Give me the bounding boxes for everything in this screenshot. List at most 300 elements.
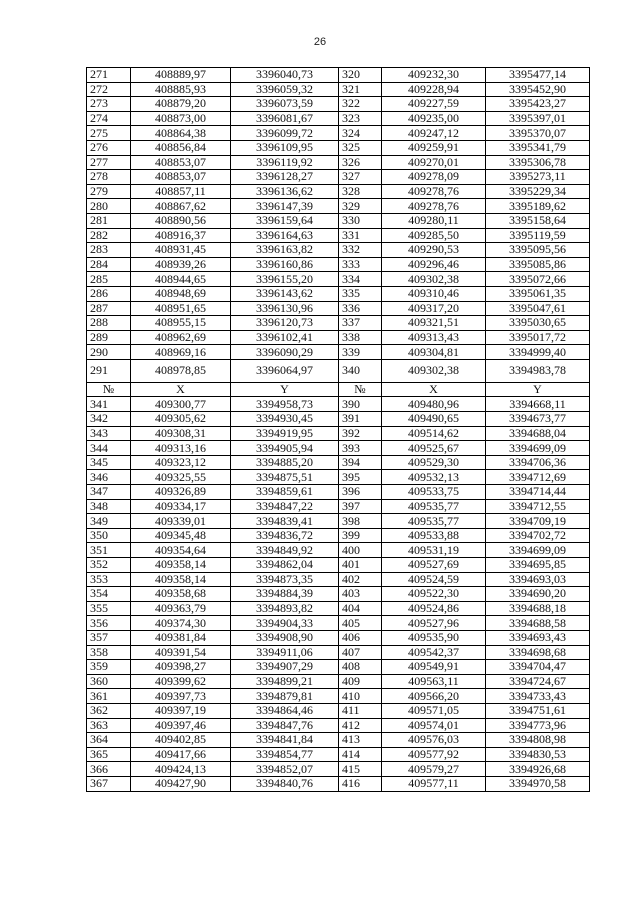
x-coordinate-cell: 408853,07: [131, 170, 231, 185]
x-coordinate-cell: 409300,77: [131, 397, 231, 412]
x-coordinate-cell: 408867,62: [131, 199, 231, 214]
x-coordinate-cell: 409232,30: [382, 68, 486, 83]
table-row: [87, 330, 590, 345]
y-coordinate-cell: 3394884,39: [231, 587, 339, 602]
x-coordinate-cell: 408890,56: [131, 213, 231, 228]
y-coordinate-cell: 3395306,78: [486, 155, 590, 170]
point-number-cell: 281: [87, 213, 131, 228]
x-coordinate-cell: 409579,27: [382, 762, 486, 777]
y-coordinate-cell: 3394839,41: [231, 514, 339, 529]
table-row: [87, 359, 590, 382]
point-number-cell: 363: [87, 718, 131, 733]
y-coordinate-cell: 3395189,62: [486, 199, 590, 214]
table-row: [87, 470, 590, 485]
x-coordinate-cell: 409259,91: [382, 140, 486, 155]
y-coordinate-cell: 3396130,96: [231, 301, 339, 316]
point-number-cell: 323: [339, 111, 382, 126]
x-coordinate-cell: 409278,76: [382, 199, 486, 214]
y-coordinate-cell: 3394885,20: [231, 455, 339, 470]
y-coordinate-cell: 3394808,98: [486, 733, 590, 748]
y-coordinate-cell: 3394702,72: [486, 528, 590, 543]
x-coordinate-cell: 409397,73: [131, 689, 231, 704]
x-coordinate-cell: 409527,96: [382, 616, 486, 631]
table-row: [87, 426, 590, 441]
table-row: [87, 441, 590, 456]
y-coordinate-cell: 3394983,78: [486, 359, 590, 382]
table-row: [87, 286, 590, 301]
x-coordinate-cell: 409522,30: [382, 587, 486, 602]
y-coordinate-cell: 3394698,68: [486, 645, 590, 660]
y-coordinate-cell: 3395452,90: [486, 82, 590, 97]
y-coordinate-cell: 3396160,86: [231, 257, 339, 272]
y-coordinate-cell: 3396099,72: [231, 126, 339, 141]
x-coordinate-cell: 409313,43: [382, 330, 486, 345]
table-row: [87, 228, 590, 243]
y-coordinate-cell: 3394970,58: [486, 776, 590, 791]
y-coordinate-cell: 3394841,84: [231, 733, 339, 748]
y-coordinate-cell: 3396119,92: [231, 155, 339, 170]
table-row: [87, 301, 590, 316]
table-row: [87, 184, 590, 199]
x-coordinate-cell: 409533,75: [382, 485, 486, 500]
y-coordinate-cell: 3394688,58: [486, 616, 590, 631]
point-number-cell: 410: [339, 689, 382, 704]
y-coordinate-cell: 3394893,82: [231, 601, 339, 616]
x-coordinate-cell: 409321,51: [382, 316, 486, 331]
y-coordinate-cell: 3394699,09: [486, 441, 590, 456]
x-coordinate-cell: 409531,19: [382, 543, 486, 558]
x-coordinate-cell: 409326,89: [131, 485, 231, 500]
y-coordinate-cell: 3395085,86: [486, 257, 590, 272]
point-number-cell: 282: [87, 228, 131, 243]
table-row: [87, 645, 590, 660]
y-coordinate-cell: 3395423,27: [486, 97, 590, 112]
point-number-cell: 367: [87, 776, 131, 791]
y-coordinate-cell: 3394688,18: [486, 601, 590, 616]
y-coordinate-cell: 3394958,73: [231, 397, 339, 412]
point-number-cell: 332: [339, 243, 382, 258]
y-coordinate-cell: 3394930,45: [231, 412, 339, 427]
point-number-cell: 272: [87, 82, 131, 97]
x-coordinate-cell: 409358,14: [131, 572, 231, 587]
point-number-cell: 358: [87, 645, 131, 660]
y-coordinate-cell: 3394712,69: [486, 470, 590, 485]
point-number-cell: 415: [339, 762, 382, 777]
page-number: 26: [313, 36, 327, 48]
x-coordinate-cell: 408955,15: [131, 316, 231, 331]
y-coordinate-cell: 3395047,61: [486, 301, 590, 316]
point-number-cell: 355: [87, 601, 131, 616]
table-row: [87, 514, 590, 529]
x-coordinate-cell: 409524,59: [382, 572, 486, 587]
x-coordinate-cell: 408948,69: [131, 286, 231, 301]
table-row: [87, 703, 590, 718]
x-coordinate-cell: 409576,03: [382, 733, 486, 748]
point-number-cell: 336: [339, 301, 382, 316]
point-number-cell: 344: [87, 441, 131, 456]
x-coordinate-cell: 409323,12: [131, 455, 231, 470]
point-number-cell: 399: [339, 528, 382, 543]
table-row: [87, 587, 590, 602]
y-coordinate-cell: 3394864,46: [231, 703, 339, 718]
table-row: [87, 170, 590, 185]
x-coordinate-cell: 408873,00: [131, 111, 231, 126]
point-number-cell: 352: [87, 558, 131, 573]
table-row: [87, 689, 590, 704]
x-coordinate-cell: 408856,84: [131, 140, 231, 155]
point-number-cell: 328: [339, 184, 382, 199]
table-row: [87, 499, 590, 514]
table-row: [87, 257, 590, 272]
y-coordinate-cell: 3394712,55: [486, 499, 590, 514]
y-coordinate-cell: 3395158,64: [486, 213, 590, 228]
y-coordinate-cell: 3396059,32: [231, 82, 339, 97]
y-coordinate-cell: 3394847,22: [231, 499, 339, 514]
x-coordinate-cell: 409285,50: [382, 228, 486, 243]
point-number-cell: 350: [87, 528, 131, 543]
x-coordinate-cell: 409278,76: [382, 184, 486, 199]
point-number-cell: 285: [87, 272, 131, 287]
table-row: [87, 660, 590, 675]
y-coordinate-cell: 3396155,20: [231, 272, 339, 287]
point-number-cell: 284: [87, 257, 131, 272]
x-coordinate-cell: 409304,81: [382, 345, 486, 360]
point-number-cell: 275: [87, 126, 131, 141]
table-row: [87, 543, 590, 558]
table-row: [87, 601, 590, 616]
y-coordinate-cell: 3394905,94: [231, 441, 339, 456]
point-number-cell: 327: [339, 170, 382, 185]
x-coordinate-cell: 409417,66: [131, 747, 231, 762]
point-number-cell: 349: [87, 514, 131, 529]
y-coordinate-cell: 3395341,79: [486, 140, 590, 155]
x-coordinate-cell: 409363,79: [131, 601, 231, 616]
y-coordinate-cell: 3395095,56: [486, 243, 590, 258]
coordinates-table: [86, 67, 590, 792]
x-coordinate-cell: 409358,14: [131, 558, 231, 573]
point-number-cell: 278: [87, 170, 131, 185]
y-coordinate-cell: 3394690,20: [486, 587, 590, 602]
y-coordinate-cell: 3396120,73: [231, 316, 339, 331]
point-number-cell: 290: [87, 345, 131, 360]
point-number-cell: 366: [87, 762, 131, 777]
table-row: [87, 776, 590, 791]
x-coordinate-cell: 409574,01: [382, 718, 486, 733]
point-number-cell: 411: [339, 703, 382, 718]
point-number-cell: 271: [87, 68, 131, 83]
point-number-cell: 354: [87, 587, 131, 602]
x-coordinate-cell: 409424,13: [131, 762, 231, 777]
x-coordinate-cell: 409535,77: [382, 514, 486, 529]
table-row: [87, 616, 590, 631]
y-coordinate-cell: 3394695,85: [486, 558, 590, 573]
x-coordinate-cell: 408857,11: [131, 184, 231, 199]
table-row: [87, 412, 590, 427]
y-coordinate-cell: 3396164,63: [231, 228, 339, 243]
point-number-cell: 356: [87, 616, 131, 631]
point-number-cell: 333: [339, 257, 382, 272]
y-coordinate-cell: 3394908,90: [231, 630, 339, 645]
point-number-cell: 320: [339, 68, 382, 83]
x-coordinate-cell: 409296,46: [382, 257, 486, 272]
y-coordinate-cell: 3396109,95: [231, 140, 339, 155]
y-coordinate-cell: 3395229,34: [486, 184, 590, 199]
point-number-cell: 402: [339, 572, 382, 587]
x-coordinate-cell: 409525,67: [382, 441, 486, 456]
y-coordinate-cell: 3394879,81: [231, 689, 339, 704]
y-coordinate-cell: 3394751,61: [486, 703, 590, 718]
header-cell: №: [339, 382, 382, 397]
point-number-cell: 345: [87, 455, 131, 470]
y-coordinate-cell: 3394875,51: [231, 470, 339, 485]
header-cell: X: [131, 382, 231, 397]
y-coordinate-cell: 3394849,92: [231, 543, 339, 558]
header-cell: Y: [486, 382, 590, 397]
table-row: [87, 485, 590, 500]
x-coordinate-cell: 409305,62: [131, 412, 231, 427]
point-number-cell: 289: [87, 330, 131, 345]
point-number-cell: 330: [339, 213, 382, 228]
table-row: [87, 762, 590, 777]
y-coordinate-cell: 3394919,95: [231, 426, 339, 441]
table-row: [87, 316, 590, 331]
x-coordinate-cell: 409571,05: [382, 703, 486, 718]
table-row: [87, 140, 590, 155]
x-coordinate-cell: 409381,84: [131, 630, 231, 645]
x-coordinate-cell: 409529,30: [382, 455, 486, 470]
table-row: [87, 558, 590, 573]
x-coordinate-cell: 409247,12: [382, 126, 486, 141]
x-coordinate-cell: 408978,85: [131, 359, 231, 382]
x-coordinate-cell: 409533,88: [382, 528, 486, 543]
point-number-cell: 394: [339, 455, 382, 470]
y-coordinate-cell: 3394688,04: [486, 426, 590, 441]
x-coordinate-cell: 409270,01: [382, 155, 486, 170]
x-coordinate-cell: 408889,97: [131, 68, 231, 83]
x-coordinate-cell: 408879,20: [131, 97, 231, 112]
x-coordinate-cell: 409235,00: [382, 111, 486, 126]
point-number-cell: 347: [87, 485, 131, 500]
point-number-cell: 335: [339, 286, 382, 301]
y-coordinate-cell: 3394840,76: [231, 776, 339, 791]
x-coordinate-cell: 409577,11: [382, 776, 486, 791]
table-row: [87, 68, 590, 83]
point-number-cell: 324: [339, 126, 382, 141]
y-coordinate-cell: 3394847,76: [231, 718, 339, 733]
x-coordinate-cell: 408969,16: [131, 345, 231, 360]
y-coordinate-cell: 3394724,67: [486, 674, 590, 689]
x-coordinate-cell: 409302,38: [382, 272, 486, 287]
y-coordinate-cell: 3394699,09: [486, 543, 590, 558]
point-number-cell: 348: [87, 499, 131, 514]
point-number-cell: 395: [339, 470, 382, 485]
point-number-cell: 351: [87, 543, 131, 558]
point-number-cell: 325: [339, 140, 382, 155]
x-coordinate-cell: 409402,85: [131, 733, 231, 748]
x-coordinate-cell: 409535,90: [382, 630, 486, 645]
table-row: [87, 155, 590, 170]
point-number-cell: 397: [339, 499, 382, 514]
point-number-cell: 287: [87, 301, 131, 316]
x-coordinate-cell: 409490,65: [382, 412, 486, 427]
point-number-cell: 413: [339, 733, 382, 748]
x-coordinate-cell: 409308,31: [131, 426, 231, 441]
y-coordinate-cell: 3396143,62: [231, 286, 339, 301]
y-coordinate-cell: 3394836,72: [231, 528, 339, 543]
point-number-cell: 401: [339, 558, 382, 573]
x-coordinate-cell: 409278,09: [382, 170, 486, 185]
point-number-cell: 365: [87, 747, 131, 762]
y-coordinate-cell: 3396102,41: [231, 330, 339, 345]
table-row: [87, 111, 590, 126]
table-row: [87, 528, 590, 543]
y-coordinate-cell: 3394704,47: [486, 660, 590, 675]
point-number-cell: 277: [87, 155, 131, 170]
table-row: [87, 97, 590, 112]
y-coordinate-cell: 3396073,59: [231, 97, 339, 112]
y-coordinate-cell: 3394693,43: [486, 630, 590, 645]
x-coordinate-cell: 409532,13: [382, 470, 486, 485]
table-row: [87, 199, 590, 214]
y-coordinate-cell: 3395030,65: [486, 316, 590, 331]
table-row: [87, 397, 590, 412]
point-number-cell: 331: [339, 228, 382, 243]
x-coordinate-cell: 409310,46: [382, 286, 486, 301]
x-coordinate-cell: 408962,69: [131, 330, 231, 345]
point-number-cell: 407: [339, 645, 382, 660]
x-coordinate-cell: 409524,86: [382, 601, 486, 616]
y-coordinate-cell: 3394673,77: [486, 412, 590, 427]
y-coordinate-cell: 3396128,27: [231, 170, 339, 185]
y-coordinate-cell: 3396090,29: [231, 345, 339, 360]
y-coordinate-cell: 3396136,62: [231, 184, 339, 199]
table-row: [87, 718, 590, 733]
x-coordinate-cell: 409563,11: [382, 674, 486, 689]
x-coordinate-cell: 409549,91: [382, 660, 486, 675]
y-coordinate-cell: 3395061,35: [486, 286, 590, 301]
y-coordinate-cell: 3394714,44: [486, 485, 590, 500]
y-coordinate-cell: 3396064,97: [231, 359, 339, 382]
point-number-cell: 338: [339, 330, 382, 345]
y-coordinate-cell: 3394709,19: [486, 514, 590, 529]
point-number-cell: 412: [339, 718, 382, 733]
point-number-cell: 286: [87, 286, 131, 301]
x-coordinate-cell: 409345,48: [131, 528, 231, 543]
y-coordinate-cell: 3394693,03: [486, 572, 590, 587]
x-coordinate-cell: 409280,11: [382, 213, 486, 228]
x-coordinate-cell: 409391,54: [131, 645, 231, 660]
y-coordinate-cell: 3394830,53: [486, 747, 590, 762]
x-coordinate-cell: 409325,55: [131, 470, 231, 485]
x-coordinate-cell: 409397,46: [131, 718, 231, 733]
point-number-cell: 390: [339, 397, 382, 412]
y-coordinate-cell: 3395477,14: [486, 68, 590, 83]
table-row: [87, 243, 590, 258]
table-row: [87, 733, 590, 748]
x-coordinate-cell: 409535,77: [382, 499, 486, 514]
point-number-cell: 291: [87, 359, 131, 382]
point-number-cell: 274: [87, 111, 131, 126]
x-coordinate-cell: 409374,30: [131, 616, 231, 631]
y-coordinate-cell: 3395072,66: [486, 272, 590, 287]
point-number-cell: 359: [87, 660, 131, 675]
point-number-cell: 392: [339, 426, 382, 441]
header-cell: Y: [231, 382, 339, 397]
y-coordinate-cell: 3394859,61: [231, 485, 339, 500]
y-coordinate-cell: 3396040,73: [231, 68, 339, 83]
table-row: [87, 572, 590, 587]
y-coordinate-cell: 3394907,29: [231, 660, 339, 675]
point-number-cell: 276: [87, 140, 131, 155]
point-number-cell: 337: [339, 316, 382, 331]
point-number-cell: 341: [87, 397, 131, 412]
x-coordinate-cell: 409527,69: [382, 558, 486, 573]
y-coordinate-cell: 3395273,11: [486, 170, 590, 185]
x-coordinate-cell: 408951,65: [131, 301, 231, 316]
x-coordinate-cell: 409398,27: [131, 660, 231, 675]
table-row: [87, 345, 590, 360]
y-coordinate-cell: 3394899,21: [231, 674, 339, 689]
x-coordinate-cell: 409566,20: [382, 689, 486, 704]
x-coordinate-cell: 408916,37: [131, 228, 231, 243]
y-coordinate-cell: 3394706,36: [486, 455, 590, 470]
table-row: [87, 455, 590, 470]
x-coordinate-cell: 409577,92: [382, 747, 486, 762]
y-coordinate-cell: 3394911,06: [231, 645, 339, 660]
x-coordinate-cell: 408931,45: [131, 243, 231, 258]
y-coordinate-cell: 3394999,40: [486, 345, 590, 360]
point-number-cell: 353: [87, 572, 131, 587]
x-coordinate-cell: 408944,65: [131, 272, 231, 287]
point-number-cell: 362: [87, 703, 131, 718]
point-number-cell: 398: [339, 514, 382, 529]
point-number-cell: 322: [339, 97, 382, 112]
x-coordinate-cell: 409399,62: [131, 674, 231, 689]
point-number-cell: 321: [339, 82, 382, 97]
y-coordinate-cell: 3396163,82: [231, 243, 339, 258]
y-coordinate-cell: 3396081,67: [231, 111, 339, 126]
y-coordinate-cell: 3394862,04: [231, 558, 339, 573]
point-number-cell: 360: [87, 674, 131, 689]
y-coordinate-cell: 3394873,35: [231, 572, 339, 587]
table-row: [87, 126, 590, 141]
x-coordinate-cell: 409317,20: [382, 301, 486, 316]
point-number-cell: 396: [339, 485, 382, 500]
point-number-cell: 404: [339, 601, 382, 616]
x-coordinate-cell: 409542,37: [382, 645, 486, 660]
x-coordinate-cell: 409514,62: [382, 426, 486, 441]
point-number-cell: 405: [339, 616, 382, 631]
point-number-cell: 326: [339, 155, 382, 170]
x-coordinate-cell: 409339,01: [131, 514, 231, 529]
point-number-cell: 280: [87, 199, 131, 214]
point-number-cell: 361: [87, 689, 131, 704]
y-coordinate-cell: 3396159,64: [231, 213, 339, 228]
x-coordinate-cell: 409313,16: [131, 441, 231, 456]
x-coordinate-cell: 409427,90: [131, 776, 231, 791]
y-coordinate-cell: 3395397,01: [486, 111, 590, 126]
x-coordinate-cell: 409480,96: [382, 397, 486, 412]
y-coordinate-cell: 3394852,07: [231, 762, 339, 777]
x-coordinate-cell: 409302,38: [382, 359, 486, 382]
point-number-cell: 409: [339, 674, 382, 689]
y-coordinate-cell: 3394773,96: [486, 718, 590, 733]
y-coordinate-cell: 3394854,77: [231, 747, 339, 762]
point-number-cell: 357: [87, 630, 131, 645]
table-row: [87, 82, 590, 97]
table-row: [87, 213, 590, 228]
table-row: [87, 747, 590, 762]
